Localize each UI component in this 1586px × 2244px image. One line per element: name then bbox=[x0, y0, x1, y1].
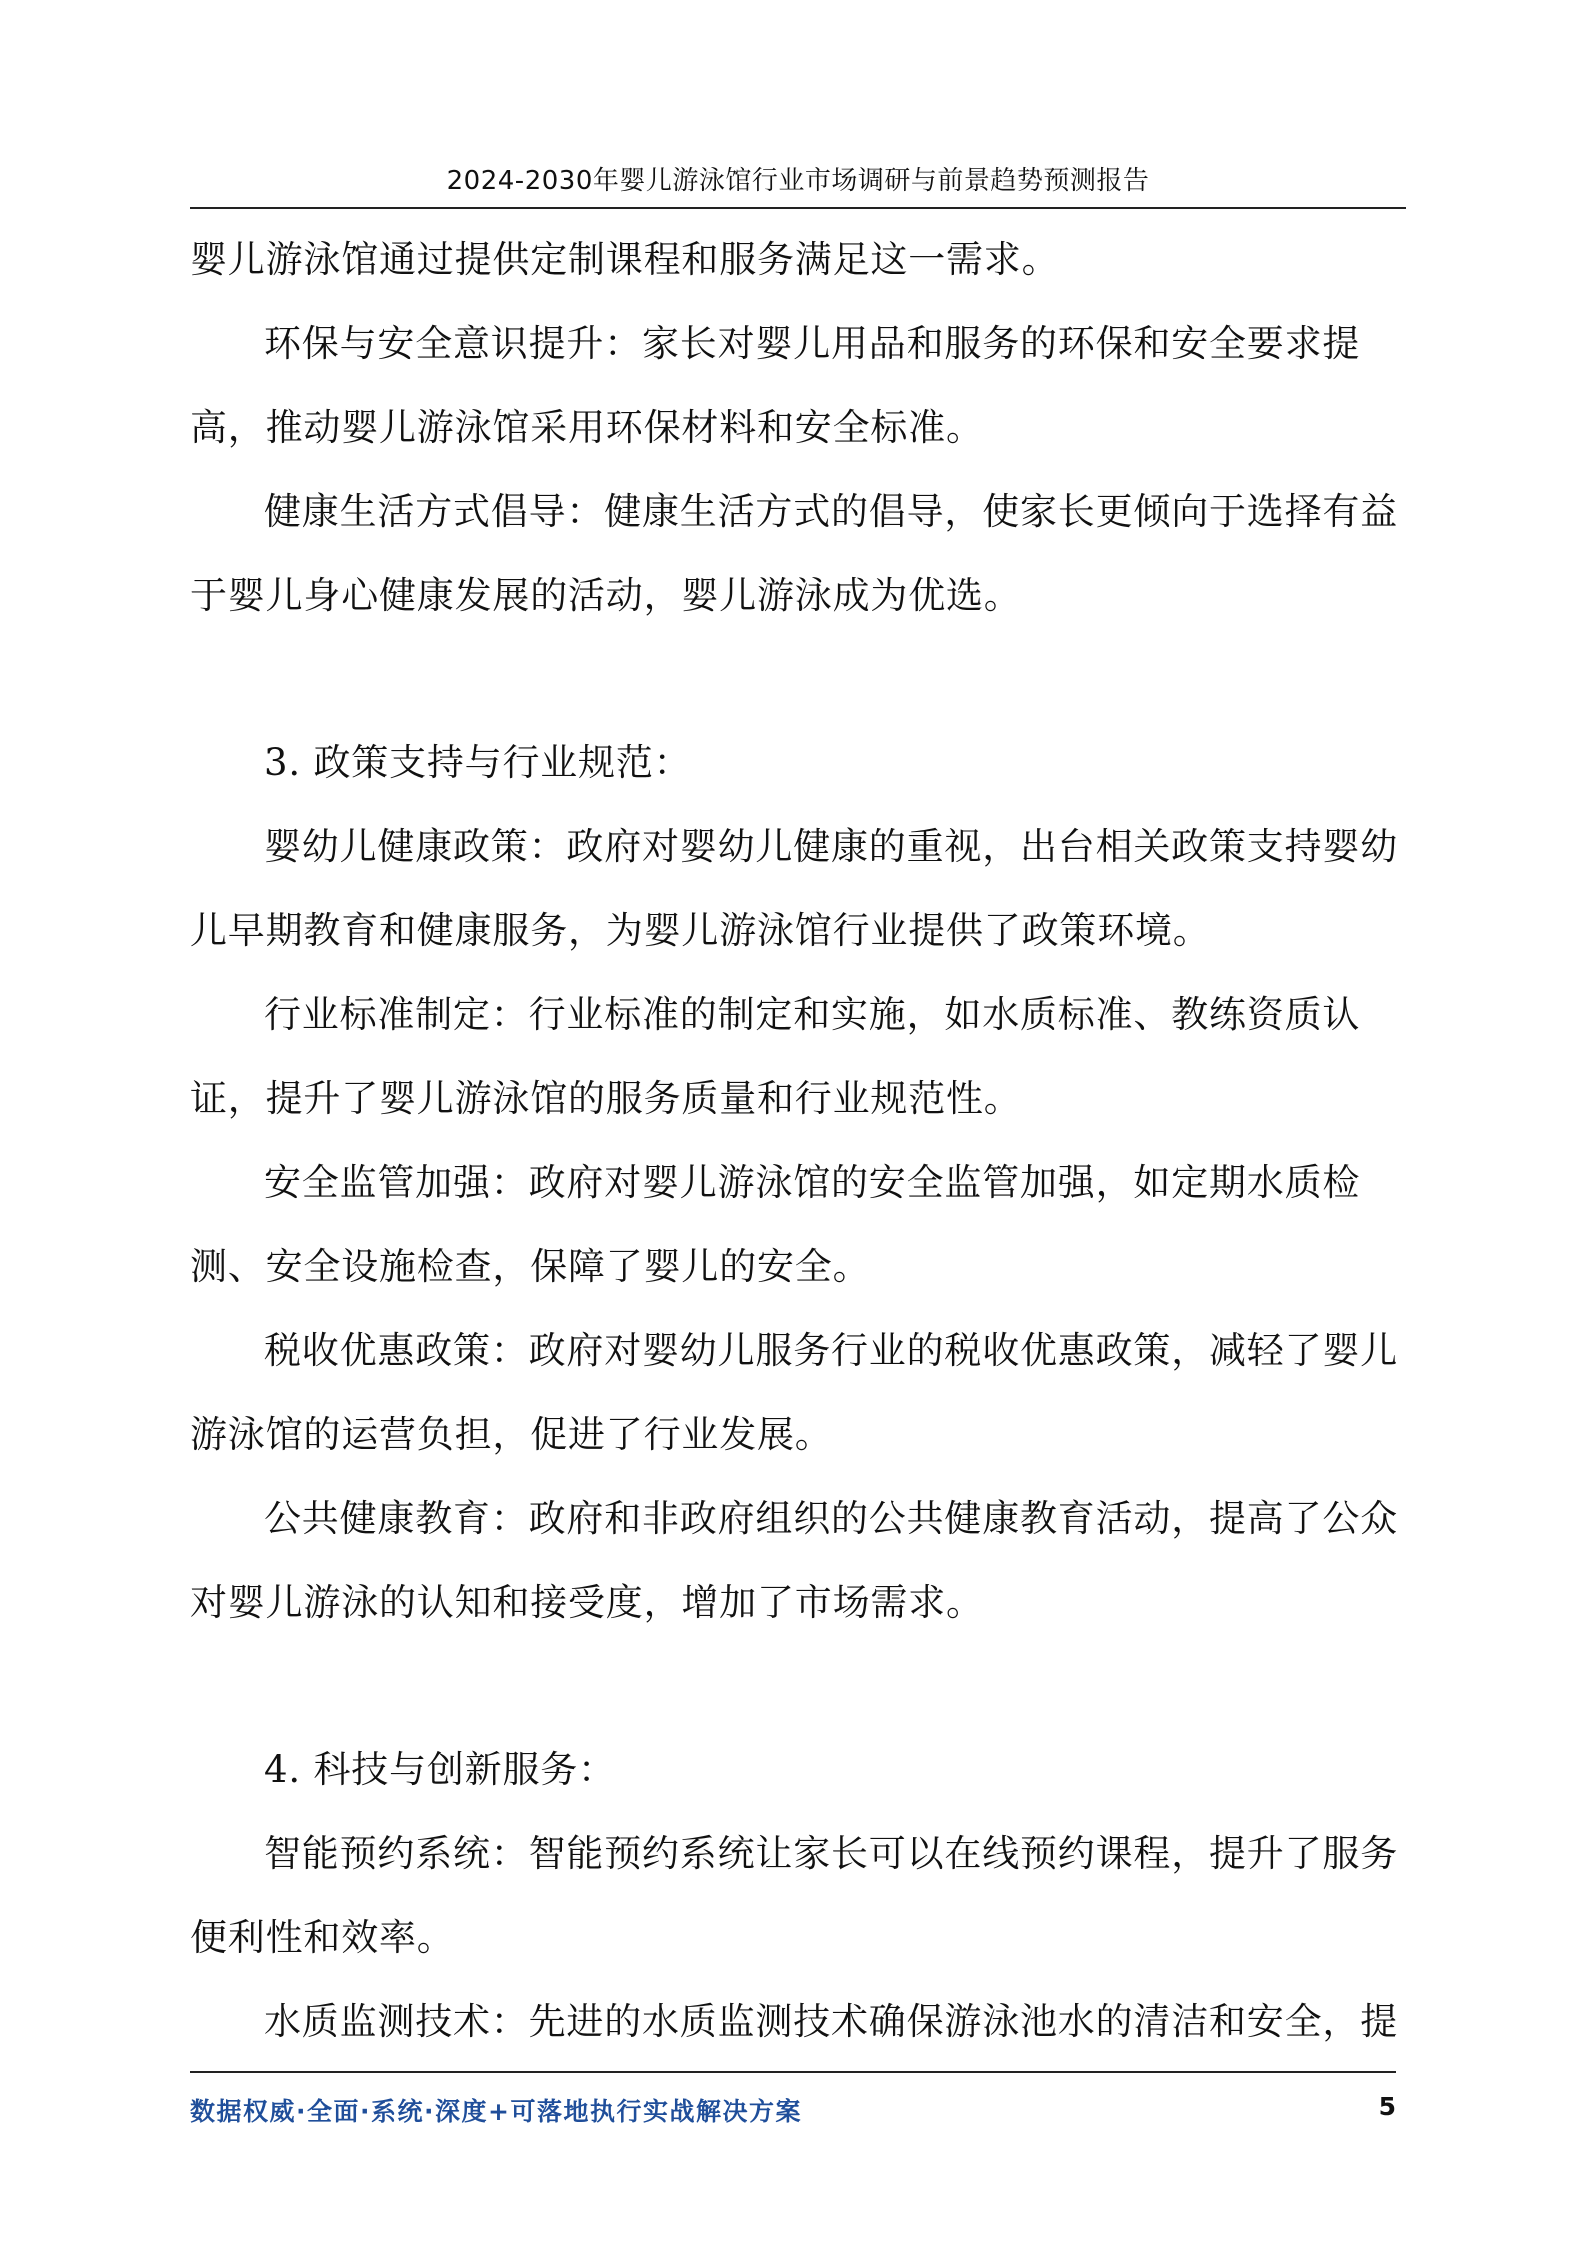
paragraph-line: 健康生活方式倡导：健康生活方式的倡导，使家长更倾向于选择有益 bbox=[264, 490, 1398, 533]
paragraph-line: 公共健康教育：政府和非政府组织的公共健康教育活动，提高了公众 bbox=[264, 1497, 1398, 1540]
paragraph-line: 水质监测技术：先进的水质监测技术确保游泳池水的清洁和安全，提 bbox=[264, 2000, 1398, 2043]
section-gap bbox=[190, 1645, 1406, 1728]
paragraph-line: 税收优惠政策：政府对婴幼儿服务行业的税收优惠政策，减轻了婴儿 bbox=[264, 1329, 1398, 1372]
header-divider bbox=[190, 207, 1406, 209]
paragraph-line: 婴儿游泳馆通过提供定制课程和服务满足这一需求。 bbox=[190, 238, 1060, 281]
footer-divider bbox=[190, 2071, 1396, 2073]
paragraph-line: 环保与安全意识提升：家长对婴儿用品和服务的环保和安全要求提 bbox=[264, 322, 1361, 365]
paragraph-line: 于婴儿身心健康发展的活动，婴儿游泳成为优选。 bbox=[190, 574, 1022, 617]
page-number: 5 bbox=[1378, 2092, 1396, 2121]
page-header-title: 2024-2030年婴儿游泳馆行业市场调研与前景趋势预测报告 bbox=[446, 166, 1150, 196]
paragraph-line: 对婴儿游泳的认知和接受度，增加了市场需求。 bbox=[190, 1581, 984, 1624]
paragraph-line: 便利性和效率。 bbox=[190, 1916, 455, 1959]
paragraph-line: 证，提升了婴儿游泳馆的服务质量和行业规范性。 bbox=[190, 1077, 1022, 1120]
paragraph-line: 高，推动婴儿游泳馆采用环保材料和安全标准。 bbox=[190, 406, 984, 449]
section-gap bbox=[190, 638, 1406, 721]
section-heading: 3. 政策支持与行业规范： bbox=[264, 741, 692, 784]
paragraph-line: 儿早期教育和健康服务，为婴儿游泳馆行业提供了政策环境。 bbox=[190, 909, 1211, 952]
paragraph-line: 安全监管加强：政府对婴儿游泳馆的安全监管加强，如定期水质检 bbox=[264, 1161, 1361, 1204]
section-heading: 4. 科技与创新服务： bbox=[264, 1748, 616, 1791]
paragraph-line: 测、安全设施检查，保障了婴儿的安全。 bbox=[190, 1245, 871, 1288]
paragraph-line: 游泳馆的运营负担，促进了行业发展。 bbox=[190, 1413, 833, 1456]
paragraph-line: 行业标准制定：行业标准的制定和实施，如水质标准、教练资质认 bbox=[264, 993, 1361, 1036]
document-body bbox=[190, 218, 1406, 2064]
footer-slogan: 数据权威·全面·系统·深度+可落地执行实战解决方案 bbox=[190, 2097, 802, 2126]
paragraph-line: 婴幼儿健康政策：政府对婴幼儿健康的重视，出台相关政策支持婴幼 bbox=[264, 825, 1398, 868]
paragraph-line: 智能预约系统：智能预约系统让家长可以在线预约课程，提升了服务 bbox=[264, 1832, 1398, 1875]
